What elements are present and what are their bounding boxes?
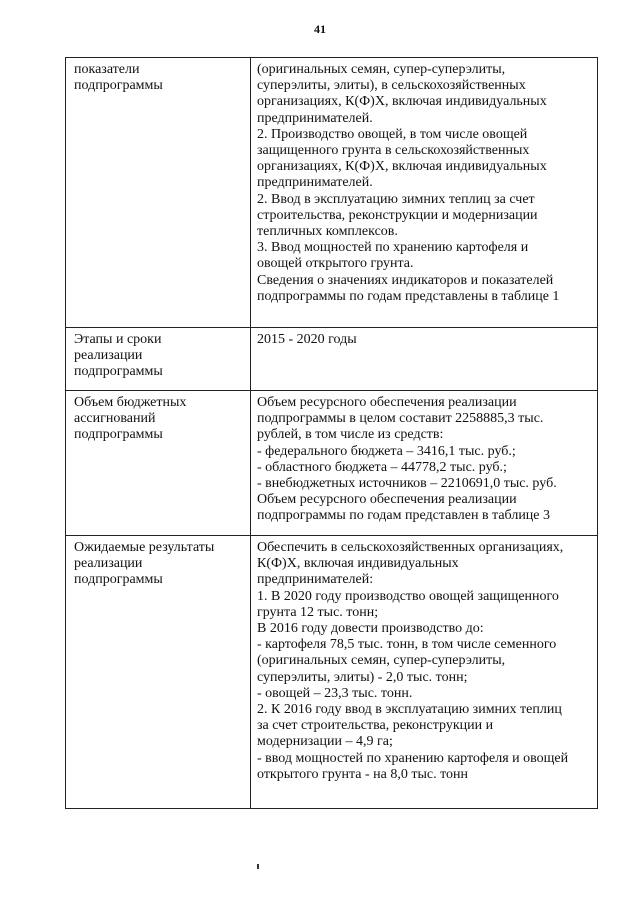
content-line: - картофеля 78,5 тыс. тонн, в том числе семенного	[257, 637, 557, 653]
table-row	[66, 328, 598, 391]
content-line: овощей открытого грунта.	[257, 256, 414, 272]
content-line: грунта 12 тыс. тонн;	[257, 604, 379, 620]
content-line: организациях, К(Ф)Х, включая индивидуальных	[257, 159, 547, 175]
content-line: модернизации – 4,9 га;	[257, 734, 393, 750]
content-line: - овощей – 23,3 тыс. тонн.	[257, 685, 413, 701]
scan-speck	[257, 864, 259, 869]
label-line: показатели	[74, 62, 140, 77]
table-row	[66, 536, 598, 809]
content-line: подпрограммы в целом составит 2258885,3 тыс.	[257, 411, 544, 427]
row-label-cell	[66, 58, 251, 328]
label-line: ассигнований	[74, 411, 156, 427]
content-line: В 2016 году довести производство до:	[257, 621, 484, 637]
content-line: защищенного грунта в сельскохозяйственных	[257, 143, 530, 159]
content-line: - ввод мощностей по хранению картофеля и овощей	[257, 750, 569, 766]
table-row	[66, 391, 598, 536]
content-line: суперэлиты, элиты), в сельскохозяйственных	[257, 78, 526, 94]
label-line: Объем бюджетных	[74, 395, 187, 410]
label-line: подпрограммы	[74, 364, 163, 380]
content-line: - областного бюджета – 44778,2 тыс. руб.;	[257, 459, 507, 475]
label-line: подпрограммы	[74, 427, 163, 443]
content-line: Объем ресурсного обеспечения реализации	[257, 395, 517, 410]
content-line: Обеспечить в сельскохозяйственных организациях,	[257, 540, 564, 555]
row-label-cell	[66, 328, 251, 391]
content-line: 2. К 2016 году ввод в эксплуатацию зимних теплиц	[257, 702, 562, 718]
row-content-cell	[251, 328, 598, 391]
content-line: предпринимателей.	[257, 110, 373, 126]
label-line: реализации	[74, 348, 143, 364]
content-line: 1. В 2020 году производство овощей защищенного	[257, 588, 559, 604]
content-line: 2015 - 2020 годы	[257, 332, 357, 347]
row-content-cell	[251, 58, 598, 328]
content-line: рублей, в том числе из средств:	[257, 427, 444, 443]
label-line: Ожидаемые результаты	[74, 540, 215, 555]
content-line: предпринимателей:	[257, 572, 374, 588]
content-line: тепличных комплексов.	[257, 224, 398, 240]
subprogram-passport-table	[65, 57, 598, 809]
content-line: открытого грунта - на 8,0 тыс. тонн	[257, 766, 469, 782]
content-line: 2. Производство овощей, в том числе овощей	[257, 126, 528, 142]
content-line: подпрограммы по годам представлен в таблице 3	[257, 508, 551, 524]
row-label-cell	[66, 391, 251, 536]
row-content-cell	[251, 536, 598, 809]
content-line: 2. Ввод в эксплуатацию зимних теплиц за счет	[257, 191, 535, 207]
content-line: - внебюджетных источников – 2210691,0 тыс. руб.	[257, 476, 557, 492]
page-number: 41	[314, 22, 326, 36]
content-line: Объем ресурсного обеспечения реализации	[257, 492, 517, 508]
content-line: 3. Ввод мощностей по хранению картофеля и	[257, 240, 529, 256]
content-line: Сведения о значениях индикаторов и показателей	[257, 272, 554, 288]
row-label-cell	[66, 536, 251, 809]
content-line: предпринимателей.	[257, 175, 373, 191]
row-content-cell	[251, 391, 598, 536]
content-line: (оригинальных семян, супер-суперэлиты,	[257, 653, 506, 669]
label-line: Этапы и сроки	[74, 332, 162, 347]
content-line: строительства, реконструкции и модернизации	[257, 207, 538, 223]
label-line: реализации	[74, 556, 143, 572]
content-line: К(Ф)Х, включая индивидуальных	[257, 556, 459, 572]
content-line: за счет строительства, реконструкции и	[257, 718, 494, 734]
label-line: подпрограммы	[74, 78, 163, 94]
content-line: (оригинальных семян, супер-суперэлиты,	[257, 62, 506, 77]
table-row	[66, 58, 598, 328]
content-line: суперэлиты, элиты) - 2,0 тыс. тонн;	[257, 669, 468, 685]
content-line: - федерального бюджета – 3416,1 тыс. руб.;	[257, 443, 516, 459]
label-line: подпрограммы	[74, 572, 163, 588]
content-line: организациях, К(Ф)Х, включая индивидуальных	[257, 94, 547, 110]
content-line: подпрограммы по годам представлены в таблице 1	[257, 288, 560, 304]
